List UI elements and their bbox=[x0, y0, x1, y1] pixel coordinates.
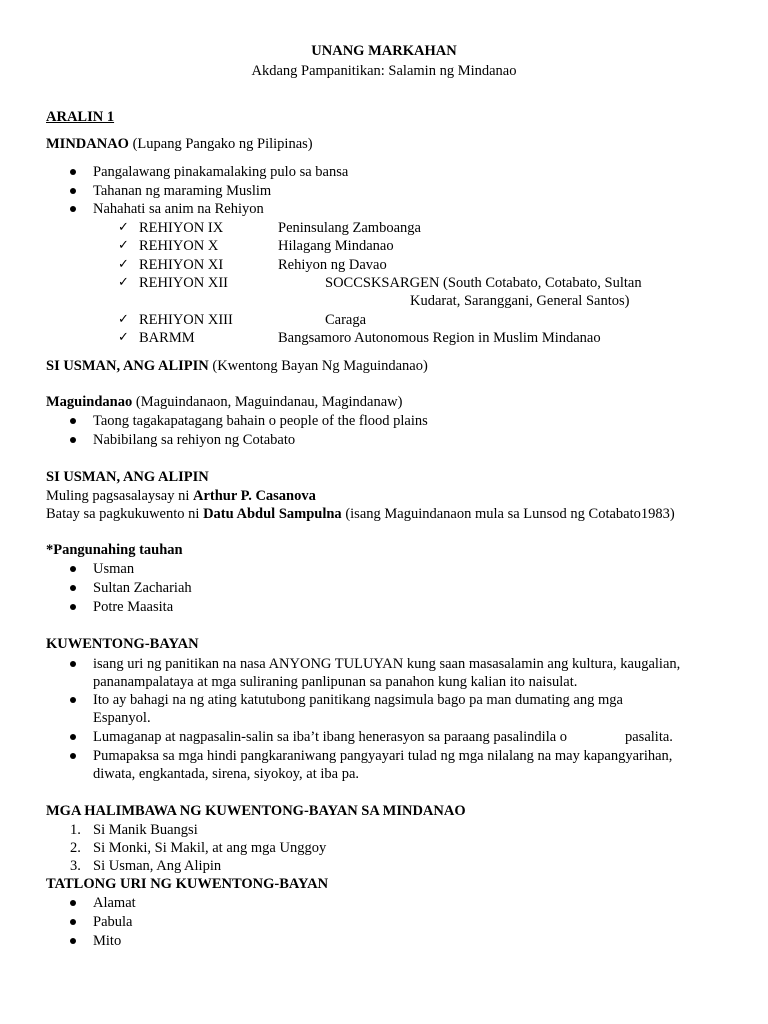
bullet-icon bbox=[70, 900, 76, 906]
list-item: Pabula bbox=[93, 914, 133, 930]
region-desc-continued: Kudarat, Saranggani, General Santos) bbox=[410, 293, 630, 309]
bullet-icon bbox=[70, 418, 76, 424]
region-desc: SOCCSKSARGEN (South Cotabato, Cotabato, Sultan bbox=[325, 275, 642, 291]
checkmark-icon: ✓ bbox=[118, 238, 129, 253]
region-name: REHIYON XI bbox=[139, 257, 224, 273]
list-item: Ito ay bahagi na ng ating katutubong panitikang nagsimula bago pa man dumating ang mga bbox=[93, 692, 623, 708]
bullet-icon bbox=[70, 169, 76, 175]
list-number: 3. bbox=[70, 858, 81, 874]
source-credit: Batay sa pagkukuwento ni Datu Abdul Sampulna (isang Maguindanaon mula sa Lunsod ng Cotabato1983) bbox=[46, 506, 675, 522]
list-item-continued: diwata, engkantada, sirena, siyokoy, at iba pa. bbox=[93, 766, 360, 782]
bullet-icon bbox=[70, 206, 76, 212]
bullet-icon bbox=[70, 919, 76, 925]
list-item: Alamat bbox=[93, 895, 136, 911]
region-name: REHIYON XII bbox=[139, 275, 228, 291]
list-number: 1. bbox=[70, 822, 81, 838]
bullet-icon bbox=[70, 188, 76, 194]
usman-section-heading: SI USMAN, ANG ALIPIN bbox=[46, 469, 209, 485]
aralin-heading: ARALIN 1 bbox=[46, 109, 115, 125]
bullet-icon bbox=[70, 734, 76, 740]
halimbawa-heading: MGA HALIMBAWA NG KUWENTONG-BAYAN SA MINDANAO bbox=[46, 803, 466, 819]
bullet-icon bbox=[70, 938, 76, 944]
list-item-continued: Espanyol. bbox=[93, 710, 151, 726]
region-desc: Bangsamoro Autonomous Region in Muslim Mindanao bbox=[278, 330, 601, 346]
bullet-icon bbox=[70, 566, 76, 572]
region-name: REHIYON X bbox=[139, 238, 219, 254]
tauhan-heading: *Pangunahing tauhan bbox=[46, 542, 183, 558]
region-name: REHIYON XIII bbox=[139, 312, 233, 328]
retelling-credit: Muling pagsasalaysay ni Arthur P. Casanova bbox=[46, 488, 316, 504]
bullet-icon bbox=[70, 661, 76, 667]
checkmark-icon: ✓ bbox=[118, 330, 129, 345]
region-desc: Caraga bbox=[325, 312, 367, 328]
list-item-continued: pananampalataya at mga suliraning panlipunan sa panahon kung kalian ito naisulat. bbox=[93, 674, 578, 690]
list-item: Nabibilang sa rehiyon ng Cotabato bbox=[93, 432, 296, 448]
list-item: Sultan Zachariah bbox=[93, 580, 192, 596]
region-desc: Hilagang Mindanao bbox=[278, 238, 394, 254]
document-title: UNANG MARKAHAN bbox=[311, 43, 457, 59]
document-subtitle: Akdang Pampanitikan: Salamin ng Mindanao bbox=[251, 63, 517, 79]
bullet-icon bbox=[70, 753, 76, 759]
checkmark-icon: ✓ bbox=[118, 220, 129, 235]
maguindanao-heading: Maguindanao (Maguindanaon, Maguindanau, Magindanaw) bbox=[46, 394, 403, 410]
list-item: Si Monki, Si Makil, at ang mga Unggoy bbox=[93, 840, 327, 856]
mindanao-heading: MINDANAO (Lupang Pangako ng Pilipinas) bbox=[46, 136, 313, 152]
list-item: Nahahati sa anim na Rehiyon bbox=[93, 201, 264, 217]
region-desc: Rehiyon ng Davao bbox=[278, 257, 387, 273]
checkmark-icon: ✓ bbox=[118, 275, 129, 290]
tatlong-uri-heading: TATLONG URI NG KUWENTONG-BAYAN bbox=[46, 876, 329, 892]
list-item: Si Manik Buangsi bbox=[93, 822, 198, 838]
bullet-icon bbox=[70, 585, 76, 591]
usman-heading: SI USMAN, ANG ALIPIN (Kwentong Bayan Ng Maguindanao) bbox=[46, 358, 428, 374]
region-name: REHIYON IX bbox=[139, 220, 224, 236]
list-item: isang uri ng panitikan na nasa ANYONG TULUYAN kung saan masasalamin ang kultura, kaugalian, bbox=[93, 656, 681, 672]
list-number: 2. bbox=[70, 840, 81, 856]
list-item-tail: pasalita. bbox=[625, 729, 673, 745]
region-desc: Peninsulang Zamboanga bbox=[278, 220, 421, 236]
kuwentong-bayan-heading: KUWENTONG-BAYAN bbox=[46, 636, 199, 652]
list-item: Mito bbox=[93, 933, 122, 949]
list-item: Si Usman, Ang Alipin bbox=[93, 858, 222, 874]
list-item: Tahanan ng maraming Muslim bbox=[93, 183, 272, 199]
bullet-icon bbox=[70, 604, 76, 610]
checkmark-icon: ✓ bbox=[118, 257, 129, 272]
list-item: Taong tagakapatagang bahain o people of the flood plains bbox=[93, 413, 428, 429]
list-item: Pumapaksa sa mga hindi pangkaraniwang pangyayari tulad ng mga nilalang na may kapangyarihan, bbox=[93, 748, 673, 764]
bullet-icon bbox=[70, 697, 76, 703]
list-item: Lumaganap at nagpasalin-salin sa iba’t ibang henerasyon sa paraang pasalindila o bbox=[93, 729, 568, 745]
list-item: Pangalawang pinakamalaking pulo sa bansa bbox=[93, 164, 349, 180]
list-item: Potre Maasita bbox=[93, 599, 174, 615]
checkmark-icon: ✓ bbox=[118, 312, 129, 327]
list-item: Usman bbox=[93, 561, 135, 577]
bullet-icon bbox=[70, 437, 76, 443]
region-name: BARMM bbox=[139, 330, 195, 346]
